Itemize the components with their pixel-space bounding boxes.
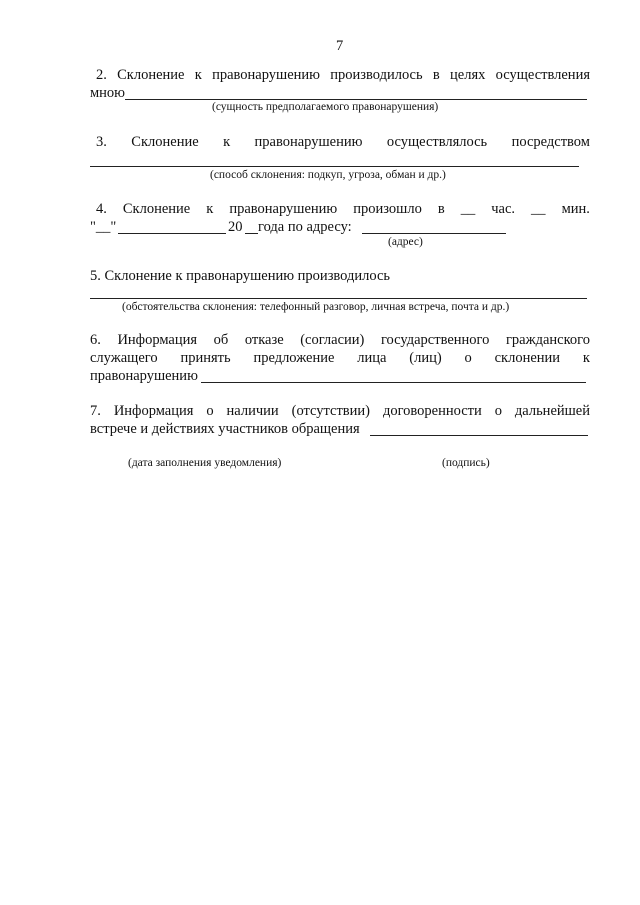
item-3-fill-line	[90, 166, 579, 167]
item-4-word: __	[531, 201, 546, 217]
item-6-word: предложение	[253, 350, 335, 366]
item-7-word: Информация	[113, 403, 194, 419]
item-6-word: государственного	[380, 332, 490, 348]
item-7-line-2: встрече и действиях участников обращения	[90, 421, 360, 437]
item-3-word: Склонение	[131, 134, 199, 150]
item-4-word: 4.	[96, 201, 107, 217]
item-3-word: к	[223, 134, 231, 150]
item-7-word: 7.	[90, 403, 101, 419]
item-6-line-2	[90, 349, 590, 367]
item-7-fill-line	[370, 435, 588, 436]
item-6-word: (согласии)	[300, 332, 365, 348]
item-2-cont: мною	[90, 85, 126, 101]
item-4-word: в	[437, 201, 445, 217]
item-4-word: правонарушению	[229, 201, 338, 217]
item-7-word: (отсутствии)	[291, 403, 371, 419]
item-7-word: договоренности	[382, 403, 482, 419]
item-4-word: мин.	[561, 201, 590, 217]
item-6-line-3: правонарушению	[90, 368, 198, 384]
item-6-fill-line	[201, 382, 586, 383]
item-3-caption: (способ склонения: подкуп, угроза, обман и др.)	[210, 169, 446, 181]
item-4-month-line	[118, 233, 226, 234]
item-4-address-line	[362, 233, 506, 234]
item-2-word: осуществления	[495, 67, 590, 83]
item-4-address-text: года по адресу:	[258, 219, 352, 235]
item-5-text: 5. Склонение к правонарушению производилось	[90, 268, 391, 284]
item-3-word: осуществлялось	[386, 134, 488, 150]
item-6-word: Информация	[117, 332, 198, 348]
date-label: (дата заполнения уведомления)	[128, 457, 282, 469]
item-7-line-1	[90, 402, 590, 420]
item-6-word: (лиц)	[409, 350, 442, 366]
item-2-word: 2.	[96, 67, 107, 83]
item-6-word: отказе	[244, 332, 284, 348]
item-3-line-1	[90, 133, 590, 151]
item-2-word: целях	[450, 67, 486, 83]
item-6-word: о	[464, 350, 472, 366]
item-2-word: правонарушению	[212, 67, 320, 83]
item-6-word: склонении	[494, 350, 561, 366]
item-4-year-prefix: 20	[228, 219, 243, 235]
page-number: 7	[336, 38, 344, 54]
item-4-line-1	[90, 200, 590, 218]
item-4-word: Склонение	[122, 201, 191, 217]
item-2-word: в	[432, 67, 440, 83]
item-3-word: правонарушению	[254, 134, 363, 150]
item-2-word: к	[194, 67, 202, 83]
item-4-year-line	[245, 233, 258, 234]
item-2-word: производилось	[330, 67, 423, 83]
item-2-caption: (сущность предполагаемого правонарушения)	[212, 101, 439, 113]
item-4-date-open: "__"	[90, 219, 117, 235]
item-6-line-1	[90, 331, 590, 349]
item-7-word: наличии	[226, 403, 279, 419]
item-6-word: 6.	[90, 332, 101, 348]
item-6-word: служащего	[90, 350, 158, 366]
item-4-word: час.	[491, 201, 516, 217]
item-2-word: Склонение	[117, 67, 185, 83]
item-6-word: лица	[357, 350, 387, 366]
item-7-word: о	[206, 403, 214, 419]
item-5-fill-line	[90, 298, 587, 299]
item-7-word: дальнейшей	[514, 403, 590, 419]
item-4-word: к	[206, 201, 214, 217]
item-5-caption: (обстоятельства склонения: телефонный разговор, личная встреча, почта и др.)	[122, 301, 510, 313]
item-4-caption: (адрес)	[388, 236, 423, 248]
item-6-word: гражданского	[505, 332, 590, 348]
item-2-line-1	[90, 66, 590, 84]
item-3-word: посредством	[511, 134, 590, 150]
item-6-word: принять	[180, 350, 231, 366]
item-4-word: произошло	[353, 201, 422, 217]
item-4-word: __	[460, 201, 476, 217]
signature-label: (подпись)	[442, 457, 490, 469]
item-3-word: 3.	[96, 134, 107, 150]
item-6-word: к	[582, 350, 590, 366]
item-6-word: об	[213, 332, 229, 348]
item-7-word: о	[494, 403, 502, 419]
